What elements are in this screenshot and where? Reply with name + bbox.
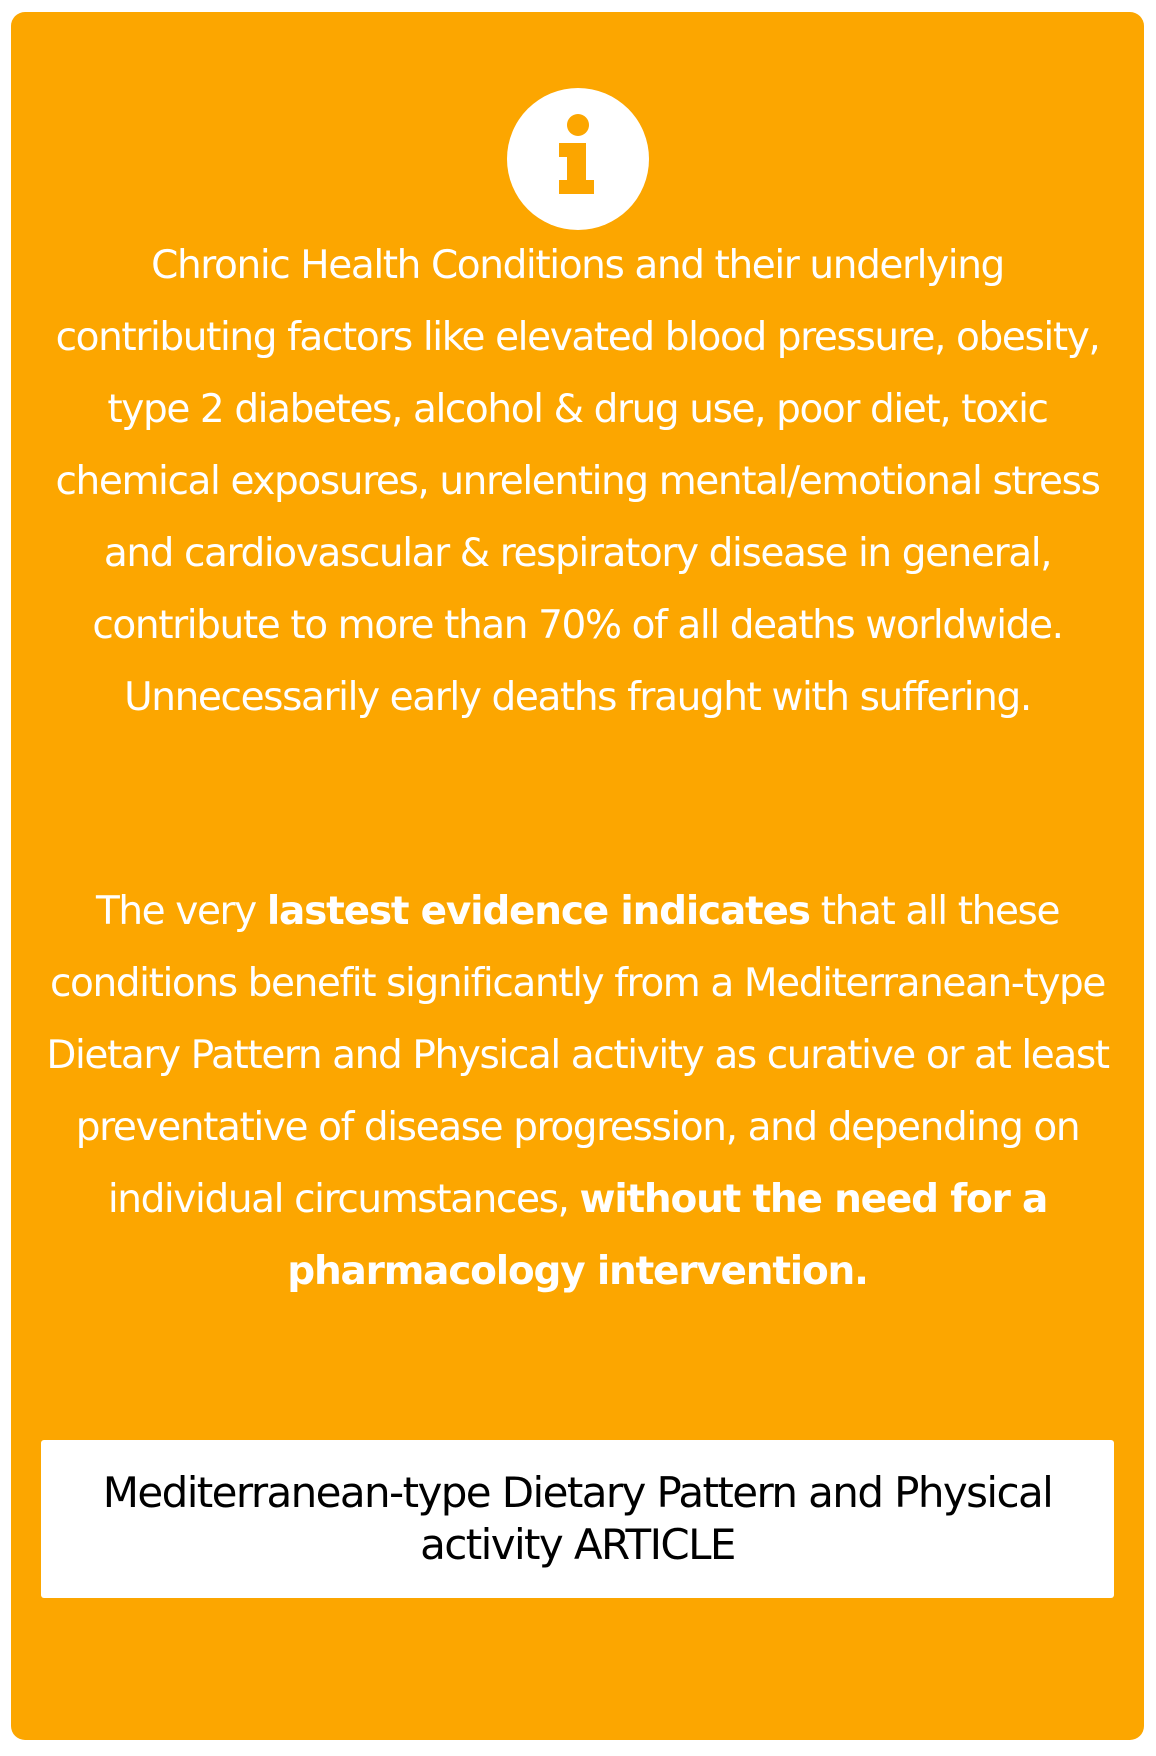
evidence-text-2: that all these conditions benefit significantly from a Mediterranean-type Dietary Pattern and Physical activity as curative or at least preventative of disease progression, and depending on individual circumstances, — [46, 889, 1109, 1222]
evidence-text-1: The very — [95, 889, 267, 934]
article-button[interactable] — [41, 1440, 1114, 1598]
article-button-label: Mediterranean-type Dietary Pattern and Physical activity ARTICLE — [102, 1468, 1053, 1569]
evidence-bold-1: lastest evidence indicates — [266, 889, 810, 934]
info-icon — [507, 88, 649, 230]
info-card — [11, 12, 1144, 1740]
evidence-paragraph — [41, 876, 1114, 1308]
intro-paragraph: Chronic Health Conditions and their underlying contributing factors like elevated blood pressure, obesity, type 2 diabetes, alcohol & drug use, poor diet, toxic chemical exposures, unrelenting mental/emotional stress and cardiovascular & respiratory disease in general, contribute to more than 70% of all deaths worldwide. Unnecessarily early deaths fraught with suffering. — [55, 243, 1100, 720]
evidence-bold-2: without the need for a pharmacology intervention. — [287, 1177, 1048, 1294]
